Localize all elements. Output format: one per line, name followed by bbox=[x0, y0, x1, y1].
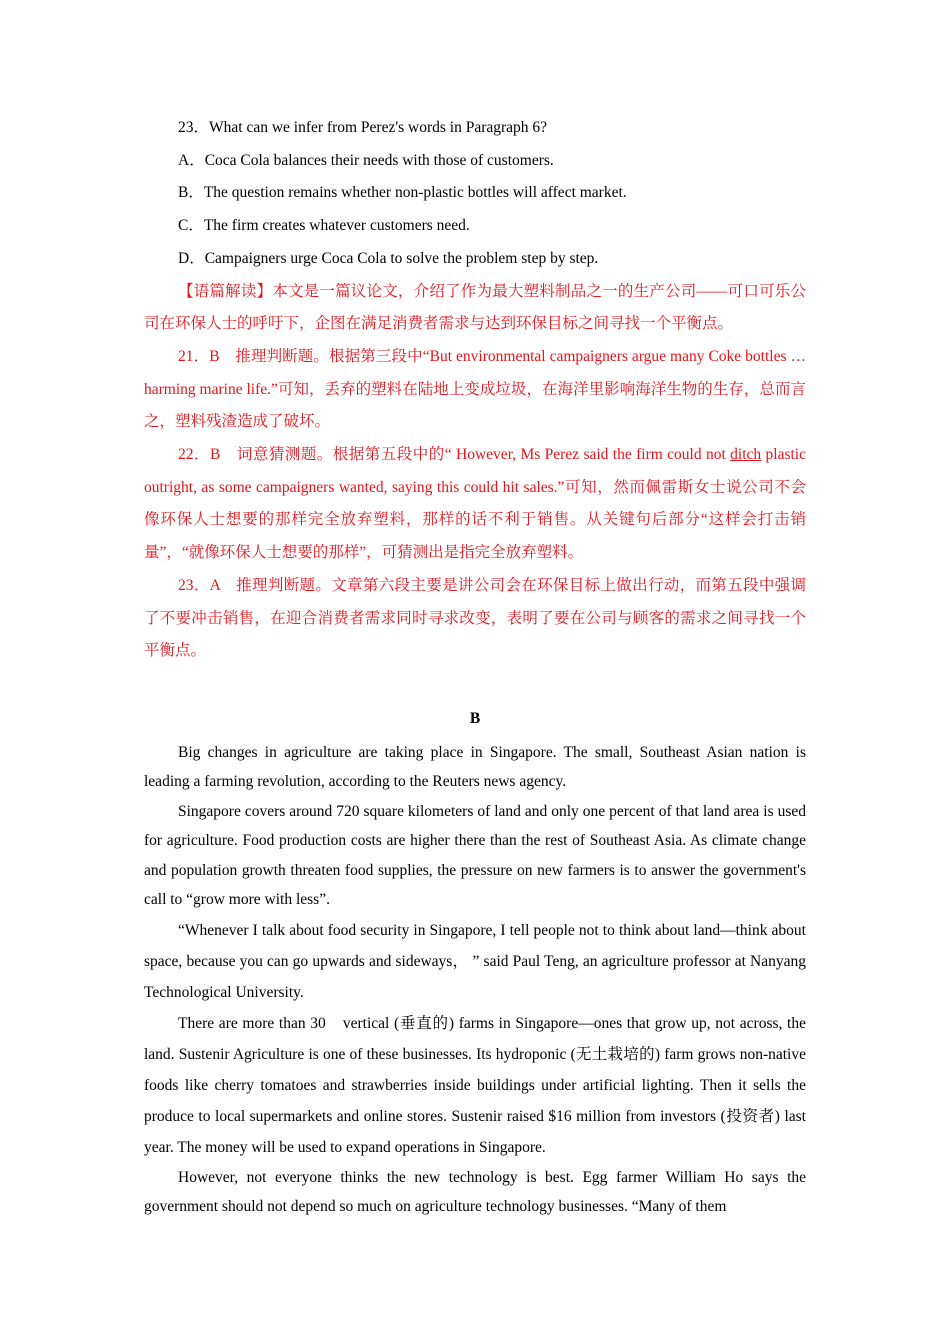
question-23-stem: 23．What can we infer from Perez's words in Paragraph 6? bbox=[178, 119, 548, 136]
passage-b-paragraph: “Whenever I talk about food security in Singapore, I tell people not to think about land—think about space, because you can go upwards and sideways， ” said Paul Teng, an agriculture professor at Nanyang Technological University. bbox=[144, 921, 806, 1001]
section-b-title: B bbox=[469, 709, 481, 727]
document-page bbox=[144, 112, 806, 1222]
answer-22-text-post: plastic outright, as some campaigners wanted, saying this could hit sales.”可知，然而佩雷斯女士说公司不会像环保人士想要的那样完全放弃塑料，那样的话不利于销售。从关键句后部分“这样会打击销量”，“就像环保人士想要的那样”，可猜测出是指完全放弃塑料。 bbox=[144, 446, 806, 562]
option-b: B．The question remains whether non-plastic bottles will affect market. bbox=[178, 184, 627, 202]
option-a: A．Coca Cola balances their needs with those of customers. bbox=[178, 151, 554, 169]
passage-b-paragraph: Big changes in agriculture are taking place in Singapore. The small, Southeast Asian nation is leading a farming revolution, according to the Reuters news agency. bbox=[144, 743, 806, 791]
answer-21-explanation: 21．B 推理判断题。根据第三段中“But environmental campaigners argue many Coke bottles … harming marine life.”可知，丢弃的塑料在陆地上变成垃圾，在海洋里影响海洋生物的生存，总而言之，塑料残渣造成了破坏。 bbox=[144, 347, 806, 431]
answer-22-text-pre: 22．B 词意猜测题。根据第五段中的“ However, Ms Perez said the firm could not bbox=[178, 446, 731, 464]
option-c: C．The firm creates whatever customers need. bbox=[178, 217, 470, 235]
answer-23-explanation: 23．A 推理判断题。文章第六段主要是讲公司会在环保目标上做出行动，而第五段中强调了不要冲击销售，在迎合消费者需求同时寻求改变，表明了要在公司与顾客的需求之间寻找一个平衡点。 bbox=[144, 576, 806, 660]
passage-analysis: 【语篇解读】本文是一篇议论文，介绍了作为最大塑料制品之一的生产公司——可口可乐公司在环保人士的呼吁下，企图在满足消费者需求与达到环保目标之间寻找一个平衡点。 bbox=[144, 282, 806, 333]
option-d: D．Campaigners urge Coca Cola to solve the problem step by step. bbox=[178, 249, 599, 267]
passage-b-paragraph: Singapore covers around 720 square kilometers of land and only one percent of that land area is used for agriculture. Food production costs are higher there than the rest of Southeast Asia. As climate change and population growth threaten food supplies, the pressure on new farmers is to answer the government's call to “grow more with less”. bbox=[144, 802, 806, 909]
answer-22-explanation bbox=[144, 439, 806, 570]
answer-22-keyword: ditch bbox=[730, 446, 762, 464]
passage-b-paragraph: There are more than 30 vertical (垂直的) farms in Singapore—ones that grow up, not across, the land. Sustenir Agriculture is one of these businesses. Its hydroponic (无土栽培的) farm grows non-native foods like cherry tomatoes and strawberries inside buildings under artificial lighting. Then it sells the produce to local supermarkets and online stores. Sustenir raised $16 million from investors (投资者) last year. The money will be used to expand operations in Singapore. bbox=[144, 1014, 806, 1156]
passage-b-paragraph: However, not everyone thinks the new technology is best. Egg farmer William Ho says the government should not depend so much on agriculture technology businesses. “Many of them bbox=[144, 1168, 806, 1216]
